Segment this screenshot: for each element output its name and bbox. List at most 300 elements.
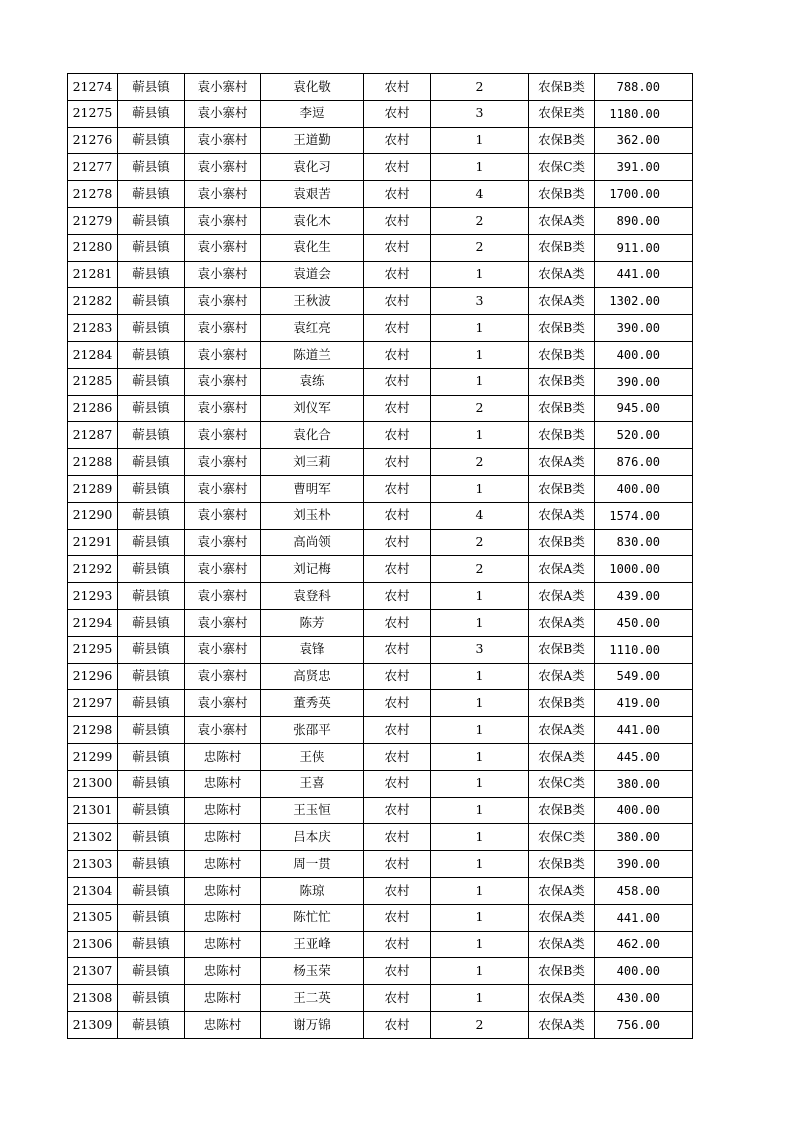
household-size-cell: 2: [431, 207, 529, 234]
town-cell: 蕲县镇: [118, 181, 185, 208]
amount-cell: 390.00: [595, 368, 693, 395]
amount-cell: 441.00: [595, 717, 693, 744]
household-size-cell: 4: [431, 502, 529, 529]
table-row: [68, 529, 693, 556]
village-cell: 袁小寨村: [185, 449, 261, 476]
record-id-cell: 21289: [68, 475, 118, 502]
household-size-cell: 2: [431, 234, 529, 261]
town-cell: 蕲县镇: [118, 877, 185, 904]
table-row: [68, 583, 693, 610]
amount-cell: 890.00: [595, 207, 693, 234]
name-cell: 袁化习: [261, 154, 364, 181]
record-id-cell: 21287: [68, 422, 118, 449]
area-type-cell: 农村: [364, 904, 431, 931]
record-id-cell: 21286: [68, 395, 118, 422]
record-id-cell: 21302: [68, 824, 118, 851]
table-row: [68, 556, 693, 583]
name-cell: 吕本庆: [261, 824, 364, 851]
insurance-category-cell: 农保A类: [529, 985, 595, 1012]
area-type-cell: 农村: [364, 100, 431, 127]
name-cell: 李逗: [261, 100, 364, 127]
insurance-category-cell: 农保B类: [529, 127, 595, 154]
area-type-cell: 农村: [364, 315, 431, 342]
table-row: [68, 958, 693, 985]
table-row: [68, 207, 693, 234]
table-row: [68, 690, 693, 717]
amount-cell: 400.00: [595, 958, 693, 985]
town-cell: 蕲县镇: [118, 556, 185, 583]
area-type-cell: 农村: [364, 824, 431, 851]
area-type-cell: 农村: [364, 261, 431, 288]
record-id-cell: 21295: [68, 636, 118, 663]
household-size-cell: 1: [431, 743, 529, 770]
household-size-cell: 2: [431, 556, 529, 583]
amount-cell: 380.00: [595, 770, 693, 797]
record-id-cell: 21292: [68, 556, 118, 583]
table-row: [68, 475, 693, 502]
record-id-cell: 21280: [68, 234, 118, 261]
village-cell: 袁小寨村: [185, 636, 261, 663]
village-cell: 忠陈村: [185, 958, 261, 985]
amount-cell: 1700.00: [595, 181, 693, 208]
record-id-cell: 21282: [68, 288, 118, 315]
insurance-category-cell: 农保B类: [529, 958, 595, 985]
area-type-cell: 农村: [364, 931, 431, 958]
table-row: [68, 100, 693, 127]
village-cell: 袁小寨村: [185, 368, 261, 395]
town-cell: 蕲县镇: [118, 931, 185, 958]
insurance-category-cell: 农保B类: [529, 341, 595, 368]
table-row: [68, 288, 693, 315]
insurance-category-cell: 农保B类: [529, 690, 595, 717]
household-size-cell: 1: [431, 261, 529, 288]
insurance-category-cell: 农保B类: [529, 395, 595, 422]
table-row: [68, 154, 693, 181]
village-cell: 袁小寨村: [185, 663, 261, 690]
amount-cell: 362.00: [595, 127, 693, 154]
record-id-cell: 21283: [68, 315, 118, 342]
amount-cell: 441.00: [595, 904, 693, 931]
household-size-cell: 2: [431, 529, 529, 556]
amount-cell: 788.00: [595, 74, 693, 101]
area-type-cell: 农村: [364, 341, 431, 368]
record-id-cell: 21288: [68, 449, 118, 476]
area-type-cell: 农村: [364, 502, 431, 529]
household-size-cell: 3: [431, 288, 529, 315]
name-cell: 袁化木: [261, 207, 364, 234]
name-cell: 张邵平: [261, 717, 364, 744]
household-size-cell: 1: [431, 958, 529, 985]
insurance-category-cell: 农保E类: [529, 100, 595, 127]
record-id-cell: 21285: [68, 368, 118, 395]
area-type-cell: 农村: [364, 1011, 431, 1038]
table-row: [68, 717, 693, 744]
town-cell: 蕲县镇: [118, 449, 185, 476]
area-type-cell: 农村: [364, 877, 431, 904]
village-cell: 袁小寨村: [185, 181, 261, 208]
table-row: [68, 931, 693, 958]
name-cell: 刘三莉: [261, 449, 364, 476]
table-row: [68, 422, 693, 449]
insurance-category-cell: 农保B类: [529, 529, 595, 556]
town-cell: 蕲县镇: [118, 663, 185, 690]
town-cell: 蕲县镇: [118, 851, 185, 878]
insurance-category-cell: 农保A类: [529, 261, 595, 288]
record-id-cell: 21300: [68, 770, 118, 797]
insurance-category-cell: 农保A类: [529, 877, 595, 904]
amount-cell: 445.00: [595, 743, 693, 770]
household-size-cell: 2: [431, 395, 529, 422]
town-cell: 蕲县镇: [118, 261, 185, 288]
amount-cell: 439.00: [595, 583, 693, 610]
table-row: [68, 395, 693, 422]
town-cell: 蕲县镇: [118, 395, 185, 422]
record-id-cell: 21278: [68, 181, 118, 208]
area-type-cell: 农村: [364, 743, 431, 770]
insurance-category-cell: 农保A类: [529, 556, 595, 583]
area-type-cell: 农村: [364, 207, 431, 234]
name-cell: 王二英: [261, 985, 364, 1012]
table-row: [68, 181, 693, 208]
amount-cell: 450.00: [595, 609, 693, 636]
record-id-cell: 21299: [68, 743, 118, 770]
name-cell: 袁化敬: [261, 74, 364, 101]
household-size-cell: 1: [431, 475, 529, 502]
table-row: [68, 797, 693, 824]
household-size-cell: 1: [431, 797, 529, 824]
insurance-category-cell: 农保B类: [529, 636, 595, 663]
town-cell: 蕲县镇: [118, 154, 185, 181]
area-type-cell: 农村: [364, 609, 431, 636]
town-cell: 蕲县镇: [118, 770, 185, 797]
household-size-cell: 1: [431, 422, 529, 449]
record-id-cell: 21276: [68, 127, 118, 154]
record-id-cell: 21307: [68, 958, 118, 985]
household-size-cell: 1: [431, 985, 529, 1012]
name-cell: 陈道兰: [261, 341, 364, 368]
insurance-category-cell: 农保B类: [529, 234, 595, 261]
household-size-cell: 1: [431, 717, 529, 744]
name-cell: 董秀英: [261, 690, 364, 717]
table-row: [68, 851, 693, 878]
area-type-cell: 农村: [364, 556, 431, 583]
table-row: [68, 770, 693, 797]
insurance-category-cell: 农保A类: [529, 1011, 595, 1038]
name-cell: 高贤忠: [261, 663, 364, 690]
amount-cell: 400.00: [595, 475, 693, 502]
amount-cell: 1000.00: [595, 556, 693, 583]
village-cell: 袁小寨村: [185, 529, 261, 556]
amount-cell: 400.00: [595, 797, 693, 824]
village-cell: 袁小寨村: [185, 583, 261, 610]
insurance-category-cell: 农保B类: [529, 797, 595, 824]
record-id-cell: 21303: [68, 851, 118, 878]
name-cell: 袁练: [261, 368, 364, 395]
household-size-cell: 3: [431, 100, 529, 127]
name-cell: 谢万锦: [261, 1011, 364, 1038]
town-cell: 蕲县镇: [118, 529, 185, 556]
area-type-cell: 农村: [364, 422, 431, 449]
household-size-cell: 1: [431, 127, 529, 154]
name-cell: 袁化生: [261, 234, 364, 261]
household-size-cell: 1: [431, 690, 529, 717]
village-cell: 忠陈村: [185, 985, 261, 1012]
area-type-cell: 农村: [364, 368, 431, 395]
village-cell: 袁小寨村: [185, 154, 261, 181]
name-cell: 陈琼: [261, 877, 364, 904]
town-cell: 蕲县镇: [118, 583, 185, 610]
subsidy-table: [67, 73, 693, 1039]
record-id-cell: 21298: [68, 717, 118, 744]
insurance-category-cell: 农保C类: [529, 770, 595, 797]
name-cell: 王喜: [261, 770, 364, 797]
village-cell: 忠陈村: [185, 904, 261, 931]
table-row: [68, 449, 693, 476]
record-id-cell: 21309: [68, 1011, 118, 1038]
amount-cell: 430.00: [595, 985, 693, 1012]
village-cell: 袁小寨村: [185, 74, 261, 101]
village-cell: 袁小寨村: [185, 422, 261, 449]
amount-cell: 441.00: [595, 261, 693, 288]
household-size-cell: 2: [431, 74, 529, 101]
insurance-category-cell: 农保A类: [529, 904, 595, 931]
amount-cell: 419.00: [595, 690, 693, 717]
record-id-cell: 21277: [68, 154, 118, 181]
household-size-cell: 1: [431, 368, 529, 395]
area-type-cell: 农村: [364, 127, 431, 154]
village-cell: 袁小寨村: [185, 395, 261, 422]
record-id-cell: 21279: [68, 207, 118, 234]
household-size-cell: 1: [431, 341, 529, 368]
amount-cell: 458.00: [595, 877, 693, 904]
town-cell: 蕲县镇: [118, 717, 185, 744]
record-id-cell: 21296: [68, 663, 118, 690]
name-cell: 曹明军: [261, 475, 364, 502]
amount-cell: 1180.00: [595, 100, 693, 127]
name-cell: 王亚峰: [261, 931, 364, 958]
amount-cell: 911.00: [595, 234, 693, 261]
household-size-cell: 1: [431, 609, 529, 636]
town-cell: 蕲县镇: [118, 127, 185, 154]
insurance-category-cell: 农保A类: [529, 502, 595, 529]
household-size-cell: 1: [431, 770, 529, 797]
area-type-cell: 农村: [364, 797, 431, 824]
village-cell: 忠陈村: [185, 770, 261, 797]
table-row: [68, 743, 693, 770]
insurance-category-cell: 农保A类: [529, 449, 595, 476]
amount-cell: 391.00: [595, 154, 693, 181]
insurance-category-cell: 农保A类: [529, 663, 595, 690]
village-cell: 袁小寨村: [185, 234, 261, 261]
table-row: [68, 904, 693, 931]
area-type-cell: 农村: [364, 449, 431, 476]
village-cell: 袁小寨村: [185, 127, 261, 154]
village-cell: 袁小寨村: [185, 341, 261, 368]
area-type-cell: 农村: [364, 395, 431, 422]
insurance-category-cell: 农保B类: [529, 315, 595, 342]
table-row: [68, 502, 693, 529]
village-cell: 忠陈村: [185, 797, 261, 824]
table-row: [68, 261, 693, 288]
table-row: [68, 636, 693, 663]
household-size-cell: 1: [431, 877, 529, 904]
record-id-cell: 21301: [68, 797, 118, 824]
town-cell: 蕲县镇: [118, 315, 185, 342]
record-id-cell: 21284: [68, 341, 118, 368]
insurance-category-cell: 农保B类: [529, 181, 595, 208]
town-cell: 蕲县镇: [118, 690, 185, 717]
village-cell: 袁小寨村: [185, 288, 261, 315]
town-cell: 蕲县镇: [118, 422, 185, 449]
insurance-category-cell: 农保A类: [529, 743, 595, 770]
name-cell: 高尚领: [261, 529, 364, 556]
name-cell: 王侠: [261, 743, 364, 770]
record-id-cell: 21274: [68, 74, 118, 101]
subsidy-sheet: [67, 73, 693, 1039]
village-cell: 袁小寨村: [185, 609, 261, 636]
area-type-cell: 农村: [364, 690, 431, 717]
town-cell: 蕲县镇: [118, 341, 185, 368]
name-cell: 袁登科: [261, 583, 364, 610]
table-row: [68, 824, 693, 851]
area-type-cell: 农村: [364, 529, 431, 556]
area-type-cell: 农村: [364, 663, 431, 690]
table-row: [68, 315, 693, 342]
village-cell: 忠陈村: [185, 824, 261, 851]
village-cell: 忠陈村: [185, 1011, 261, 1038]
town-cell: 蕲县镇: [118, 904, 185, 931]
village-cell: 忠陈村: [185, 743, 261, 770]
insurance-category-cell: 农保C类: [529, 154, 595, 181]
amount-cell: 380.00: [595, 824, 693, 851]
amount-cell: 1302.00: [595, 288, 693, 315]
insurance-category-cell: 农保B类: [529, 368, 595, 395]
amount-cell: 945.00: [595, 395, 693, 422]
table-row: [68, 341, 693, 368]
insurance-category-cell: 农保A类: [529, 207, 595, 234]
record-id-cell: 21308: [68, 985, 118, 1012]
table-row: [68, 663, 693, 690]
household-size-cell: 1: [431, 583, 529, 610]
area-type-cell: 农村: [364, 154, 431, 181]
town-cell: 蕲县镇: [118, 636, 185, 663]
area-type-cell: 农村: [364, 475, 431, 502]
insurance-category-cell: 农保A类: [529, 583, 595, 610]
amount-cell: 390.00: [595, 315, 693, 342]
name-cell: 王玉恒: [261, 797, 364, 824]
area-type-cell: 农村: [364, 717, 431, 744]
household-size-cell: 1: [431, 931, 529, 958]
amount-cell: 830.00: [595, 529, 693, 556]
town-cell: 蕲县镇: [118, 74, 185, 101]
name-cell: 刘仪军: [261, 395, 364, 422]
insurance-category-cell: 农保A类: [529, 288, 595, 315]
amount-cell: 1574.00: [595, 502, 693, 529]
town-cell: 蕲县镇: [118, 958, 185, 985]
record-id-cell: 21281: [68, 261, 118, 288]
amount-cell: 390.00: [595, 851, 693, 878]
table-row: [68, 127, 693, 154]
name-cell: 袁艰苦: [261, 181, 364, 208]
name-cell: 周一贯: [261, 851, 364, 878]
village-cell: 袁小寨村: [185, 475, 261, 502]
village-cell: 忠陈村: [185, 931, 261, 958]
insurance-category-cell: 农保A类: [529, 717, 595, 744]
record-id-cell: 21275: [68, 100, 118, 127]
household-size-cell: 1: [431, 851, 529, 878]
town-cell: 蕲县镇: [118, 502, 185, 529]
table-row: [68, 877, 693, 904]
town-cell: 蕲县镇: [118, 1011, 185, 1038]
insurance-category-cell: 农保A类: [529, 931, 595, 958]
area-type-cell: 农村: [364, 583, 431, 610]
table-row: [68, 985, 693, 1012]
name-cell: 袁锋: [261, 636, 364, 663]
record-id-cell: 21291: [68, 529, 118, 556]
insurance-category-cell: 农保B类: [529, 475, 595, 502]
name-cell: 王秋波: [261, 288, 364, 315]
area-type-cell: 农村: [364, 770, 431, 797]
amount-cell: 1110.00: [595, 636, 693, 663]
village-cell: 袁小寨村: [185, 717, 261, 744]
household-size-cell: 1: [431, 904, 529, 931]
area-type-cell: 农村: [364, 985, 431, 1012]
record-id-cell: 21306: [68, 931, 118, 958]
name-cell: 杨玉荣: [261, 958, 364, 985]
area-type-cell: 农村: [364, 74, 431, 101]
village-cell: 袁小寨村: [185, 261, 261, 288]
table-body: [68, 74, 693, 1039]
table-row: [68, 368, 693, 395]
table-row: [68, 1011, 693, 1038]
area-type-cell: 农村: [364, 234, 431, 261]
table-row: [68, 74, 693, 101]
name-cell: 袁道会: [261, 261, 364, 288]
household-size-cell: 2: [431, 449, 529, 476]
town-cell: 蕲县镇: [118, 234, 185, 261]
name-cell: 袁红亮: [261, 315, 364, 342]
record-id-cell: 21297: [68, 690, 118, 717]
amount-cell: 462.00: [595, 931, 693, 958]
insurance-category-cell: 农保A类: [529, 609, 595, 636]
area-type-cell: 农村: [364, 181, 431, 208]
name-cell: 陈忙忙: [261, 904, 364, 931]
area-type-cell: 农村: [364, 288, 431, 315]
household-size-cell: 1: [431, 663, 529, 690]
area-type-cell: 农村: [364, 851, 431, 878]
village-cell: 袁小寨村: [185, 100, 261, 127]
town-cell: 蕲县镇: [118, 824, 185, 851]
village-cell: 袁小寨村: [185, 207, 261, 234]
household-size-cell: 1: [431, 824, 529, 851]
record-id-cell: 21304: [68, 877, 118, 904]
town-cell: 蕲县镇: [118, 985, 185, 1012]
insurance-category-cell: 农保B类: [529, 74, 595, 101]
household-size-cell: 1: [431, 315, 529, 342]
record-id-cell: 21294: [68, 609, 118, 636]
village-cell: 忠陈村: [185, 851, 261, 878]
village-cell: 袁小寨村: [185, 502, 261, 529]
insurance-category-cell: 农保B类: [529, 422, 595, 449]
household-size-cell: 1: [431, 154, 529, 181]
town-cell: 蕲县镇: [118, 797, 185, 824]
name-cell: 刘记梅: [261, 556, 364, 583]
amount-cell: 549.00: [595, 663, 693, 690]
table-row: [68, 609, 693, 636]
record-id-cell: 21290: [68, 502, 118, 529]
town-cell: 蕲县镇: [118, 743, 185, 770]
name-cell: 袁化合: [261, 422, 364, 449]
